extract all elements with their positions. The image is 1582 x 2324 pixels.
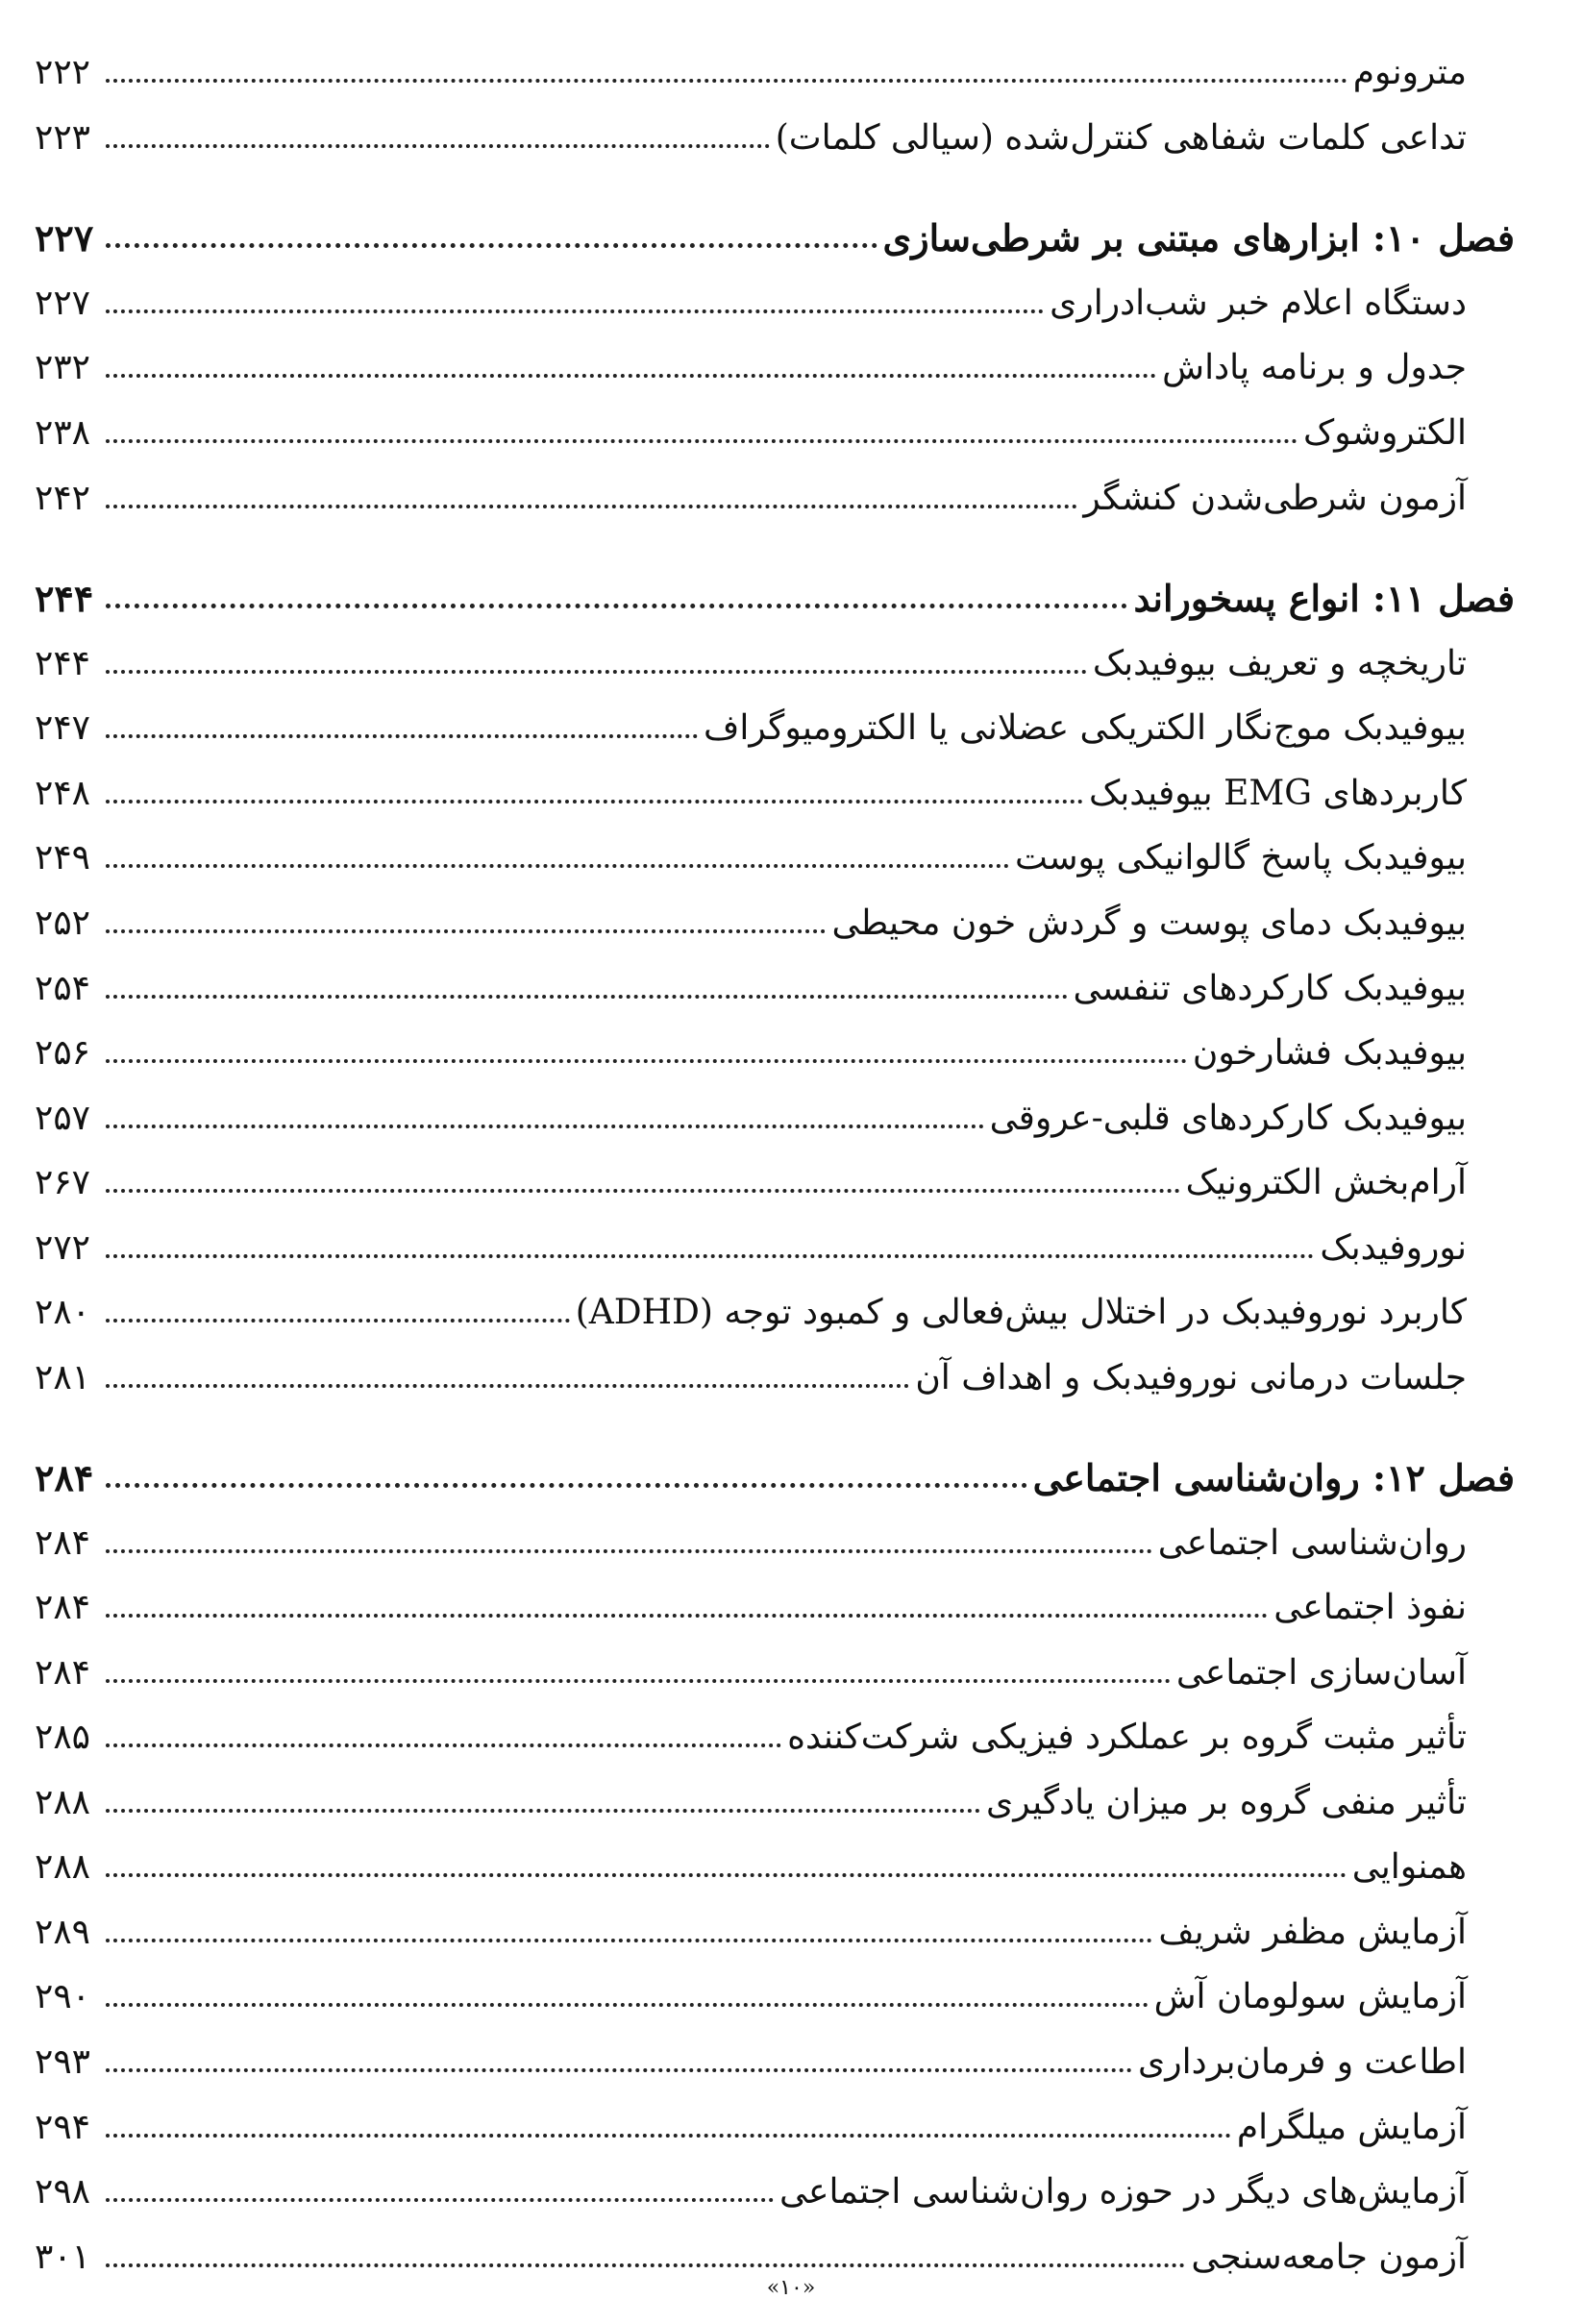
dot-leader <box>106 1125 984 1128</box>
dot-leader <box>106 1743 781 1747</box>
toc-entry-title: تأثیر مثبت گروه بر عملکرد فیزیکی شرکت‌کننده <box>787 1718 1467 1757</box>
toc-entry-title: روان‌شناسی اجتماعی <box>1157 1523 1467 1563</box>
toc-entry <box>35 1833 1515 1891</box>
toc-entry-page-number: ۲۷۲ <box>35 1228 91 1268</box>
toc-entry <box>35 694 1515 752</box>
toc-entry-title: جلسات درمانی نوروفیدبک و اهداف آن <box>915 1358 1467 1397</box>
dot-leader <box>106 929 826 933</box>
dot-leader <box>106 995 1068 999</box>
dot-leader <box>106 1384 909 1388</box>
toc-entry-title: بیوفیدبک فشارخون <box>1192 1033 1467 1073</box>
toc-entry-title: نفوذ اجتماعی <box>1273 1588 1467 1627</box>
toc-entry <box>35 2158 1515 2215</box>
toc-entry-page-number: ۲۵۴ <box>35 969 91 1008</box>
toc-entry <box>35 104 1515 161</box>
toc-entry-title: آزمایش سولومان آش <box>1153 1977 1467 2016</box>
toc-entry <box>35 1573 1515 1631</box>
toc-entry-page-number: ۲۸۴ <box>35 1653 91 1693</box>
toc-entry <box>35 1898 1515 1956</box>
dot-leader <box>106 439 1298 443</box>
dot-leader <box>106 1059 1187 1063</box>
dot-leader <box>106 604 1127 608</box>
toc-entry-title: آزمایش مظفر شریف <box>1158 1913 1467 1952</box>
dot-leader <box>106 800 1083 804</box>
dot-leader <box>106 1483 1027 1488</box>
toc-entry-page-number: ۲۳۸ <box>35 413 91 453</box>
toc-entry <box>35 1509 1515 1567</box>
dot-leader <box>106 374 1156 378</box>
toc-entry-title: بیوفیدبک پاسخ گالوانیکی پوست <box>1015 838 1467 878</box>
toc-entry-title: اطاعت و فرمان‌برداری <box>1138 2042 1467 2082</box>
toc-entry <box>35 1963 1515 2020</box>
toc-entry-page-number: ۲۸۴ <box>35 1588 91 1627</box>
toc-chapter-heading <box>35 204 1515 261</box>
toc-entry-page-number: ۲۲۲ <box>35 53 91 92</box>
dot-leader <box>106 243 878 248</box>
toc-entry-title: نوروفیدبک <box>1320 1228 1467 1268</box>
dot-leader <box>106 1809 980 1813</box>
toc-entry <box>35 334 1515 391</box>
dot-leader <box>106 505 1077 508</box>
toc-entry <box>35 954 1515 1012</box>
toc-entry-page-number: ۲۴۴ <box>35 577 94 620</box>
dot-leader <box>106 670 1087 674</box>
toc-entry-title: تاریخچه و تعریف بیوفیدبک <box>1092 644 1467 683</box>
toc-entry <box>35 1639 1515 1696</box>
toc-entry-page-number: ۲۹۰ <box>35 1977 91 2016</box>
toc-entry-title: آزمایش میلگرام <box>1236 2108 1467 2147</box>
toc-entry <box>35 2223 1515 2281</box>
dot-leader <box>106 1254 1314 1258</box>
dot-leader <box>106 864 1009 868</box>
toc-entry-title: بیوفیدبک کارکردهای تنفسی <box>1073 969 1467 1008</box>
dot-leader <box>106 1549 1152 1553</box>
toc-entry-title: الکتروشوک <box>1303 413 1467 453</box>
dot-leader <box>106 309 1044 313</box>
toc-entry-page-number: ۲۳۲ <box>35 348 91 387</box>
toc-entry-page-number: ۲۴۸ <box>35 774 91 813</box>
toc-entry-page-number: ۲۵۶ <box>35 1033 91 1073</box>
toc-entry-title: فصل ۱۰: ابزارهای مبتنی بر شرطی‌سازی <box>882 216 1515 260</box>
toc-entry-title: آزمون شرطی‌شدن کنشگر <box>1083 479 1467 518</box>
dot-leader <box>106 2198 774 2202</box>
toc-entry-title: آسان‌سازی اجتماعی <box>1175 1653 1467 1693</box>
toc-entry-title: آرام‌بخش الکترونیک <box>1185 1163 1467 1202</box>
toc-entry <box>35 399 1515 457</box>
toc-entry-page-number: ۲۶۷ <box>35 1163 91 1202</box>
dot-leader <box>106 1873 1347 1877</box>
dot-leader <box>106 734 698 738</box>
toc-entry-title: مترونوم <box>1352 53 1467 92</box>
toc-entry <box>35 1084 1515 1142</box>
toc-entry-page-number: ۲۸۸ <box>35 1847 91 1887</box>
toc-entry-page-number: ۲۴۷ <box>35 708 91 748</box>
toc-entry-page-number: ۲۹۸ <box>35 2172 91 2212</box>
toc-entry <box>35 824 1515 881</box>
toc-entry-page-number: ۲۸۴ <box>35 1523 91 1563</box>
toc-entry <box>35 464 1515 522</box>
dot-leader <box>106 1614 1268 1618</box>
toc-entry-title: بیوفیدبک موج‌نگار الکتریکی عضلانی یا الکترومیوگراف <box>704 708 1467 748</box>
toc-entry-title: کاربرد نوروفیدبک در اختلال بیش‌فعالی و کمبود توجه (ADHD) <box>575 1293 1467 1332</box>
toc-entry-title: تداعی کلمات شفاهی کنترل‌شده (سیالی کلمات) <box>775 118 1467 158</box>
toc-entry-page-number: ۲۴۴ <box>35 644 91 683</box>
toc-entry <box>35 2093 1515 2151</box>
toc-entry-page-number: ۲۸۸ <box>35 1783 91 1822</box>
dot-leader <box>106 2134 1231 2138</box>
dot-leader <box>106 2068 1132 2072</box>
toc-chapter-heading <box>35 1444 1515 1501</box>
toc-entry-page-number: ۲۲۷ <box>35 284 91 323</box>
toc-entry-page-number: ۲۸۱ <box>35 1358 91 1397</box>
toc-entry <box>35 1278 1515 1336</box>
toc-entry-title: فصل ۱۲: روان‌شناسی اجتماعی <box>1032 1456 1515 1499</box>
toc-entry <box>35 1149 1515 1206</box>
dot-leader <box>106 2263 1185 2267</box>
toc-entry-title: آزمون جامعه‌سنجی <box>1191 2237 1467 2277</box>
page-number: «۱۰» <box>766 2276 816 2300</box>
toc-entry <box>35 889 1515 947</box>
toc-entry <box>35 630 1515 687</box>
toc-entry-title: بیوفیدبک کارکردهای قلبی-عروقی <box>989 1099 1467 1138</box>
toc-entry-page-number: ۲۴۲ <box>35 479 91 518</box>
dot-leader <box>106 2003 1149 2007</box>
toc-entry-page-number: ۲۵۲ <box>35 903 91 943</box>
toc-entry <box>35 38 1515 96</box>
toc-entry <box>35 2028 1515 2086</box>
dot-leader <box>106 1679 1171 1683</box>
toc-entry-page-number: ۲۸۴ <box>35 1456 94 1499</box>
toc-entry-title: کاربردهای EMG بیوفیدبک <box>1088 774 1467 813</box>
toc-entry-title: فصل ۱۱: انواع پسخوراند <box>1133 577 1515 620</box>
toc-entry-title: جدول و برنامه پاداش <box>1162 348 1467 387</box>
toc-entry-page-number: ۲۲۷ <box>35 216 94 260</box>
toc-entry-page-number: ۲۴۹ <box>35 838 91 878</box>
toc-chapter-heading <box>35 564 1515 622</box>
toc-entry <box>35 269 1515 327</box>
toc-entry-title: تأثیر منفی گروه بر میزان یادگیری <box>986 1783 1467 1822</box>
toc-entry <box>35 1019 1515 1076</box>
toc-entry-page-number: ۲۸۵ <box>35 1718 91 1757</box>
toc-entry <box>35 759 1515 817</box>
toc-entry-page-number: ۲۸۰ <box>35 1293 91 1332</box>
toc-entry-title: دستگاه اعلام خبر شب‌ادراری <box>1050 284 1467 323</box>
toc-entry-page-number: ۲۲۳ <box>35 118 91 158</box>
toc-entry <box>35 1214 1515 1272</box>
toc-entry-title: بیوفیدبک دمای پوست و گردش خون محیطی <box>831 903 1467 943</box>
toc-entry-page-number: ۲۹۴ <box>35 2108 91 2147</box>
dot-leader <box>106 1319 570 1323</box>
toc-entry-page-number: ۲۸۹ <box>35 1913 91 1952</box>
toc-entry-title: همنوایی <box>1351 1847 1467 1887</box>
toc-entry <box>35 1344 1515 1401</box>
toc-entry-title: آزمایش‌های دیگر در حوزه روان‌شناسی اجتماعی <box>779 2172 1467 2212</box>
toc-entry-page-number: ۳۰۱ <box>35 2237 91 2277</box>
toc-entry <box>35 1703 1515 1761</box>
dot-leader <box>106 144 770 148</box>
dot-leader <box>106 1189 1180 1193</box>
toc-entry <box>35 1768 1515 1826</box>
dot-leader <box>106 79 1347 83</box>
toc-entry-page-number: ۲۵۷ <box>35 1099 91 1138</box>
toc-entry-page-number: ۲۹۳ <box>35 2042 91 2082</box>
dot-leader <box>106 1939 1152 1942</box>
